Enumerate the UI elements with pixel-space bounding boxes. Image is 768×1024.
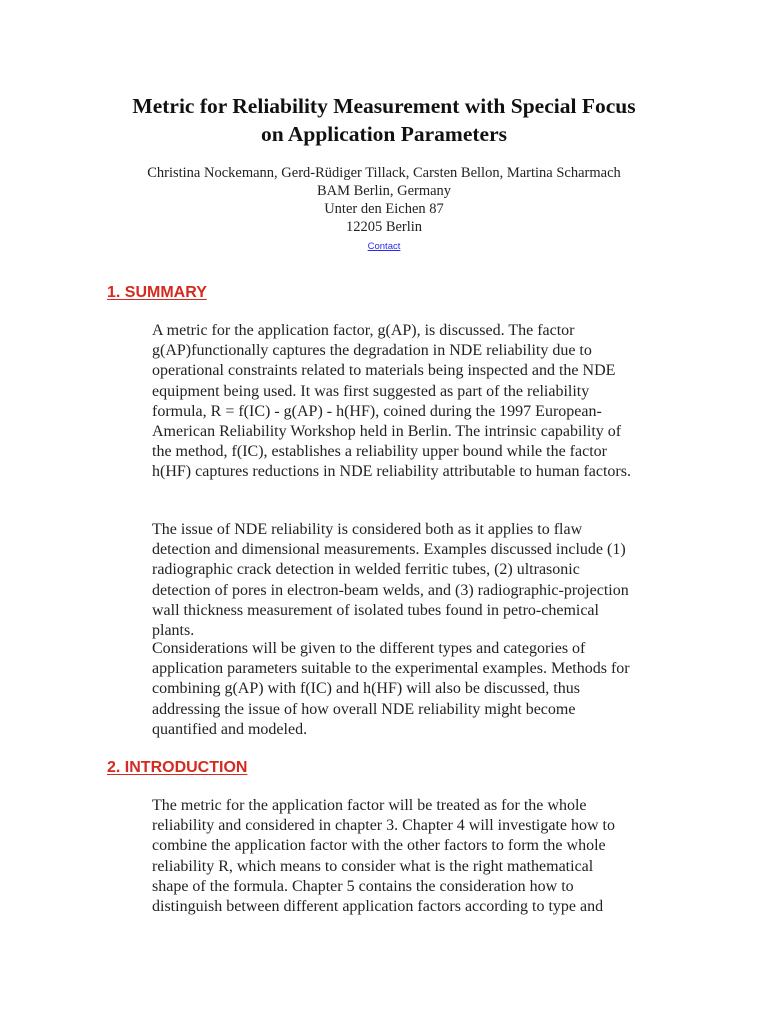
author-block [0, 164, 768, 254]
authors: Christina Nockemann, Gerd-Rüdiger Tillack, Carsten Bellon, Martina Scharmach [147, 165, 621, 181]
text-line: h(HF) captures reductions in NDE reliability attributable to human factors. [152, 463, 631, 481]
affiliation: BAM Berlin, Germany [316, 183, 452, 199]
introduction-paragraph-1 [152, 796, 672, 917]
text-line: distinguish between different application factors according to type and [152, 898, 604, 916]
text-line: reliability and considered in chapter 3. Chapter 4 will investigate how to [152, 817, 615, 835]
text-line: addressing the issue of how overall NDE reliability might become [152, 700, 576, 718]
text-line: shape of the formula. Chapter 5 contains the consideration how to [152, 877, 574, 895]
title-line-1: Metric for Reliability Measurement with Special Focus [132, 94, 636, 118]
text-line: equipment being used. It was first suggested as part of the reliability [152, 382, 590, 400]
text-line: wall thickness measurement of isolated tubes found in petro-chemical [152, 601, 599, 619]
text-line: formula, R = f(IC) - g(AP) - h(HF), coined during the 1997 European- [152, 402, 602, 420]
text-line: Considerations will be given to the different types and categories of [152, 640, 586, 657]
summary-paragraph-2 [152, 520, 672, 641]
paper-title [0, 92, 768, 148]
text-line: operational constraints related to materials being inspected and the NDE [152, 362, 616, 380]
address-street: Unter den Eichen 87 [324, 201, 444, 217]
text-line: plants. [152, 622, 195, 640]
text-line: detection of pores in electron-beam welds, and (3) radiographic-projection [152, 581, 629, 599]
text-line: g(AP)functionally captures the degradation in NDE reliability due to [152, 342, 592, 360]
section-heading-introduction: 2. INTRODUCTION [107, 759, 248, 776]
text-line: detection and dimensional measurements. Examples discussed include (1) [152, 541, 626, 559]
summary-paragraph-3 [152, 639, 672, 740]
section-heading-summary: 1. SUMMARY [107, 284, 207, 301]
address-city: 12205 Berlin [345, 219, 423, 235]
text-line: The issue of NDE reliability is considered both as it applies to flaw [152, 521, 583, 538]
text-line: application parameters suitable to the experimental examples. Methods for [152, 660, 630, 678]
text-line: quantified and modeled. [152, 720, 308, 738]
text-line: combining g(AP) with f(IC) and h(HF) will also be discussed, thus [152, 680, 580, 698]
text-line: A metric for the application factor, g(AP), is discussed. The factor [152, 322, 575, 339]
text-line: reliability R, which means to consider what is the right mathematical [152, 857, 594, 875]
text-line: the method, f(IC), establishes a reliability upper bound while the factor [152, 443, 607, 461]
contact-link[interactable]: Contact [367, 241, 401, 252]
text-line: The metric for the application factor will be treated as for the whole [152, 797, 587, 814]
summary-paragraph-1 [152, 321, 672, 483]
text-line: radiographic crack detection in welded ferritic tubes, (2) ultrasonic [152, 561, 580, 579]
title-line-2: on Application Parameters [260, 122, 508, 146]
text-line: American Reliability Workshop held in Berlin. The intrinsic capability of [152, 423, 622, 441]
text-line: combine the application factor with the other factors to form the whole [152, 837, 606, 855]
